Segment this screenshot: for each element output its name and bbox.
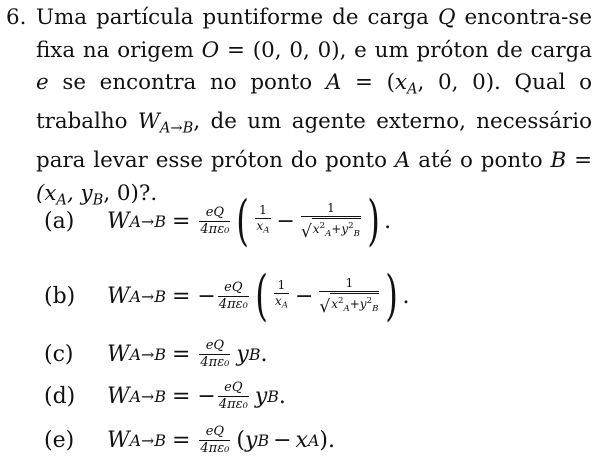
- equals-sign: =: [171, 341, 191, 367]
- option-a[interactable]: [0, 191, 391, 251]
- point-b-eq: =: [566, 148, 593, 174]
- prefactor-fraction: $\frac{eQ}{\text{4πε₀}}$: [218, 279, 248, 312]
- option-e[interactable]: [0, 410, 335, 470]
- x-symbol: x: [295, 427, 308, 453]
- question-text-part: Qual o trabalho: [36, 70, 593, 135]
- left-paren: (: [236, 427, 245, 453]
- y-subscript: B: [257, 430, 270, 450]
- work-symbol: W: [107, 208, 130, 234]
- equals-sign: =: [171, 208, 191, 234]
- x-subscript: A: [307, 430, 320, 450]
- minus-sign: −: [273, 427, 292, 453]
- left-paren: (: [236, 189, 250, 252]
- right-paren: ): [319, 427, 328, 453]
- work-subscript: A→B: [129, 344, 166, 364]
- right-paren: ): [367, 189, 380, 252]
- option-label: (c): [44, 341, 74, 367]
- point-b-symbol: B: [550, 148, 567, 174]
- equals-sign: =: [171, 427, 191, 453]
- period: .: [327, 427, 335, 453]
- option-label: (e): [44, 427, 75, 453]
- right-paren: ): [385, 264, 399, 327]
- equals-sign: =: [171, 383, 191, 409]
- question-text-part: , de um agente externo, necessário para levar esse próton do ponto: [36, 109, 592, 174]
- question-text-part: até o ponto: [410, 148, 551, 174]
- point-a-symbol: A: [325, 70, 342, 95]
- point-a-suffix: , 0, 0).: [417, 70, 501, 95]
- term1-fraction: $\frac{1}{x_A}$: [274, 278, 288, 311]
- y-symbol: y: [245, 427, 258, 453]
- option-b[interactable]: [0, 266, 410, 326]
- work-symbol: W: [137, 109, 160, 135]
- option-label: (b): [44, 283, 76, 309]
- proton-charge-symbol: e: [36, 70, 49, 95]
- work-symbol: W: [107, 427, 130, 453]
- point-b-mid: , y: [66, 180, 93, 206]
- question-number: 6.: [6, 5, 27, 30]
- period: .: [384, 208, 392, 234]
- y-subscript: B: [267, 386, 279, 406]
- work-subscript: A→B: [129, 286, 166, 306]
- minus-sign: −: [294, 283, 314, 309]
- question-text-part: se encontra no ponto: [48, 70, 326, 95]
- origin-coordinates: = (0, 0, 0): [219, 37, 340, 63]
- point-b-coords: (x: [36, 180, 57, 206]
- point-b-sub-a: A: [56, 191, 67, 209]
- option-expression: [107, 381, 286, 412]
- work-subscript: A→B: [129, 211, 166, 231]
- prefactor-fraction: $\frac{eQ}{\text{4πε₀}}$: [200, 204, 230, 237]
- prefactor-fraction: $\frac{eQ}{\text{4πε₀}}$: [200, 337, 230, 370]
- term1-fraction: $\frac{1}{x_A}$: [256, 203, 270, 236]
- minus-sign: −: [276, 208, 295, 234]
- point-a-symbol: A: [394, 148, 411, 174]
- point-b-end: , 0)?.: [103, 180, 158, 206]
- term2-fraction: 1 √ $x^2_A+y^2_B$: [300, 200, 360, 243]
- point-a-prefix: = (: [341, 70, 395, 95]
- minus-sign: −: [197, 383, 216, 409]
- prefactor-fraction: $\frac{eQ}{\text{4πε₀}}$: [200, 423, 230, 456]
- option-label: (a): [44, 208, 75, 234]
- period: .: [260, 341, 268, 367]
- option-expression: [107, 339, 267, 370]
- work-symbol: W: [107, 341, 130, 367]
- option-expression: [107, 264, 410, 327]
- equals-sign: =: [171, 283, 191, 309]
- minus-sign: −: [197, 283, 216, 309]
- period: .: [278, 383, 286, 409]
- y-symbol: y: [254, 383, 268, 409]
- option-label: (d): [44, 383, 76, 409]
- origin-symbol: O: [201, 37, 220, 63]
- work-subscript: A→B: [159, 119, 194, 137]
- sqrt-icon: √ $x^2_A+y^2_B$: [319, 293, 379, 316]
- question-text-part: , e um próton de carga: [339, 37, 592, 63]
- y-subscript: B: [248, 344, 261, 364]
- term2-fraction: 1 √ $x^2_A+y^2_B$: [319, 275, 379, 318]
- sqrt-icon: √ $x^2_A+y^2_B$: [301, 218, 361, 241]
- option-expression: [107, 425, 335, 456]
- work-symbol: W: [107, 283, 130, 309]
- period: .: [402, 283, 410, 309]
- point-a-x-sub: A: [407, 80, 418, 98]
- left-paren: (: [255, 264, 268, 327]
- y-symbol: y: [236, 341, 249, 367]
- work-subscript: A→B: [129, 430, 166, 450]
- question-text-part: encontra-se fixa na origem: [36, 5, 592, 63]
- work-subscript: A→B: [129, 386, 166, 406]
- prefactor-fraction: $\frac{eQ}{\text{4πε₀}}$: [218, 379, 248, 412]
- question-text-part: Uma partícula puntiforme de carga: [36, 5, 438, 30]
- option-expression: [107, 189, 392, 252]
- point-a-x: x: [394, 70, 408, 95]
- point-b-sub-b: B: [92, 191, 104, 209]
- work-symbol: W: [107, 383, 130, 409]
- charge-symbol: Q: [437, 5, 456, 30]
